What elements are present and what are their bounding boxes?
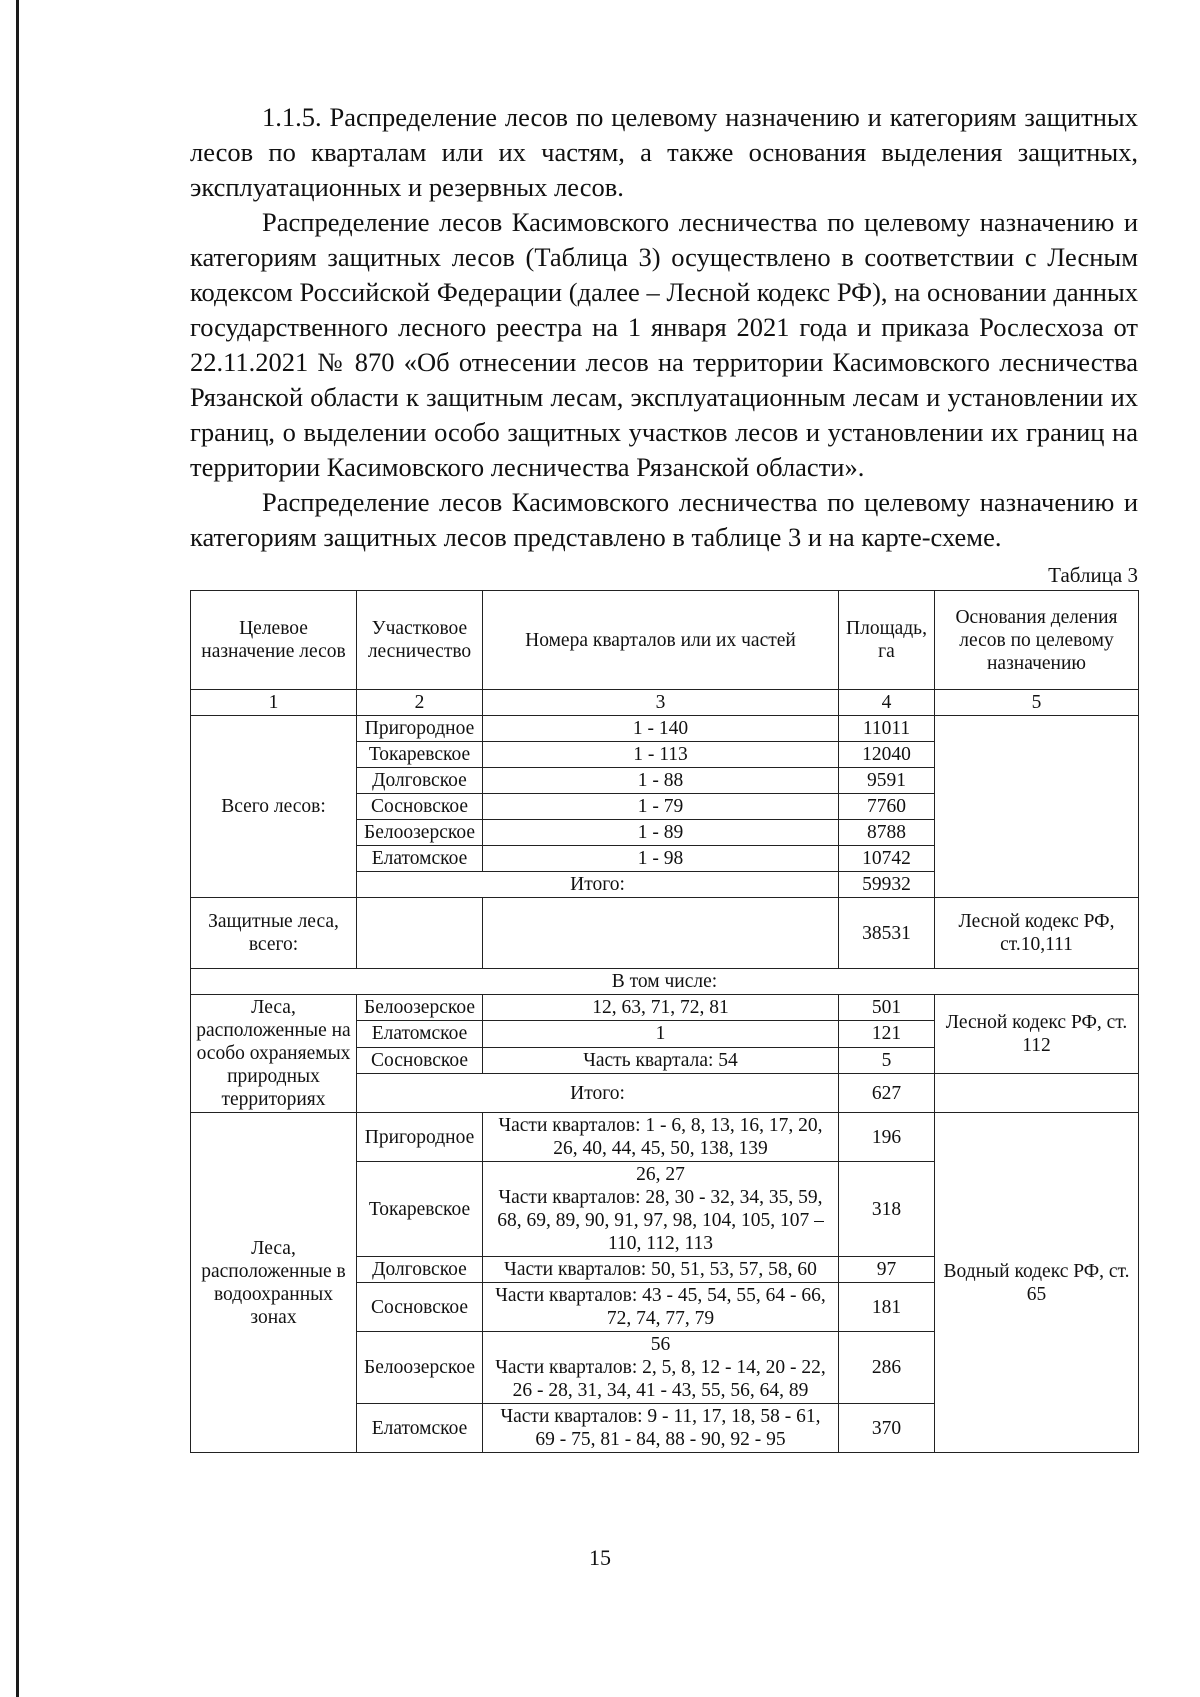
quarters-line: Части кварталов: 1 - 6, 8, 13, 16, 17, 20, — [498, 1115, 823, 1136]
quarters-cell: 1 - 79 — [483, 794, 839, 820]
area-cell: 97 — [839, 1257, 935, 1283]
quarters-line: 110, 112, 113 — [607, 1233, 714, 1254]
area-cell: 9591 — [839, 768, 935, 794]
protective-basis: Лесной кодекс РФ, ст.10,111 — [935, 898, 1139, 969]
quarters-cell — [483, 1162, 839, 1257]
header-basis: Основания деления лесов по целевому назначению — [935, 591, 1139, 690]
quarters-cell: 1 - 113 — [483, 742, 839, 768]
itogo-label: Итого: — [357, 872, 839, 898]
quarters-cell: 12, 63, 71, 72, 81 — [483, 995, 839, 1021]
district-cell: Сосновское — [357, 1283, 483, 1332]
header-area: Площадь, га — [839, 591, 935, 690]
quarters-cell — [483, 1283, 839, 1332]
body-paragraph-2: Распределение лесов Касимовского лесничества по целевому назначению и категориям защитных лесов представлено в таблице 3 и на карте-схеме. — [190, 487, 1138, 552]
district-cell: Токаревское — [357, 742, 483, 768]
quarters-cell — [483, 1257, 839, 1283]
district-cell: Сосновское — [357, 794, 483, 820]
table-header-row — [191, 591, 1139, 690]
col-num: 4 — [839, 690, 935, 716]
oopt-basis: Лесной кодекс РФ, ст. 112 — [935, 995, 1139, 1074]
col-num: 5 — [935, 690, 1139, 716]
area-cell: 286 — [839, 1332, 935, 1404]
quarters-line: Части кварталов: 28, 30 - 32, 34, 35, 59, — [498, 1187, 823, 1208]
water-label: Леса, расположенные в водоохранных зонах — [191, 1113, 357, 1453]
quarters-cell: 1 - 98 — [483, 846, 839, 872]
area-cell: 11011 — [839, 716, 935, 742]
area-cell: 318 — [839, 1162, 935, 1257]
left-margin-rule — [16, 0, 19, 1697]
district-cell: Токаревское — [357, 1162, 483, 1257]
column-number-row — [191, 690, 1139, 716]
table-row — [191, 716, 1139, 742]
area-cell: 7760 — [839, 794, 935, 820]
forest-distribution-table — [190, 590, 1139, 1453]
quarters-cell — [483, 1404, 839, 1453]
district-cell: Пригородное — [357, 1113, 483, 1162]
quarters-line: 26, 40, 44, 45, 50, 138, 139 — [553, 1138, 768, 1159]
area-cell: 181 — [839, 1283, 935, 1332]
header-quarters: Номера кварталов или их частей — [483, 591, 839, 690]
col-num: 3 — [483, 690, 839, 716]
area-cell: 370 — [839, 1404, 935, 1453]
quarters-line: Части кварталов: 2, 5, 8, 12 - 14, 20 - 22, — [495, 1357, 826, 1378]
col-num: 2 — [357, 690, 483, 716]
quarters-cell: 1 - 88 — [483, 768, 839, 794]
empty-cell — [357, 898, 483, 969]
page-number: 15 — [589, 1545, 611, 1570]
area-cell: 12040 — [839, 742, 935, 768]
quarters-line: 72, 74, 77, 79 — [606, 1308, 715, 1329]
water-basis: Водный кодекс РФ, ст. 65 — [935, 1113, 1139, 1453]
quarters-cell: 1 - 89 — [483, 820, 839, 846]
quarters-line: 26 - 28, 31, 34, 41 - 43, 55, 56, 64, 89 — [512, 1380, 809, 1401]
district-cell: Белоозерское — [357, 820, 483, 846]
district-cell: Сосновское — [357, 1047, 483, 1073]
district-cell: Долговское — [357, 768, 483, 794]
empty-cell — [935, 1074, 1139, 1113]
quarters-line: Части кварталов: 43 - 45, 54, 55, 64 - 66, — [495, 1285, 826, 1306]
itogo-area: 59932 — [839, 872, 935, 898]
protective-row — [191, 898, 1139, 969]
area-cell: 5 — [839, 1047, 935, 1073]
page-content — [190, 100, 1138, 1453]
protective-area: 38531 — [839, 898, 935, 969]
in-that-number-row — [191, 969, 1139, 995]
quarters-line: 68, 69, 89, 90, 91, 97, 98, 104, 105, 107 – — [497, 1210, 824, 1231]
area-cell: 501 — [839, 995, 935, 1021]
quarters-cell: 1 - 140 — [483, 716, 839, 742]
quarters-cell: 1 — [483, 1021, 839, 1047]
quarters-line: Части кварталов: 9 - 11, 17, 18, 58 - 61, — [500, 1406, 821, 1427]
itogo-label: Итого: — [357, 1074, 839, 1113]
quarters-cell — [483, 1332, 839, 1404]
district-cell: Пригородное — [357, 716, 483, 742]
empty-cell — [483, 898, 839, 969]
body-paragraph-1: Распределение лесов Касимовского лесничества по целевому назначению и категориям защитных лесов (Таблица 3) осуществлено в соответствии с Лесным кодексом Российской Федерации (далее – Лесной кодекс РФ), на основании данных государственного лесного реестра на 1 января 2021 года и приказа Рослесхоза от 22.11.2021 № 870 «Об отнесении лесов на территории Касимовского лесничества Рязанской области к защитным лесам, эксплуатационным лесам и установлении их границ, о выделении особо защитных участков лесов и установлении их границ на территории Касимовского лесничества Рязанской области». — [190, 207, 1138, 482]
area-cell: 10742 — [839, 846, 935, 872]
header-district: Участковое лесничество — [357, 591, 483, 690]
oopt-label: Леса, расположенные на особо охраняемых природных территориях — [191, 995, 357, 1113]
header-purpose: Целевое назначение лесов — [191, 591, 357, 690]
quarters-line: Части кварталов: 50, 51, 53, 57, 58, 60 — [504, 1259, 817, 1280]
district-cell: Елатомское — [357, 1021, 483, 1047]
itogo-area: 627 — [839, 1074, 935, 1113]
quarters-line: 69 - 75, 81 - 84, 88 - 90, 92 - 95 — [535, 1429, 786, 1450]
district-cell: Долговское — [357, 1257, 483, 1283]
quarters-line: 56 — [650, 1334, 671, 1355]
table-caption: Таблица 3 — [1048, 563, 1138, 587]
area-cell: 8788 — [839, 820, 935, 846]
protective-label: Защитные леса, всего: — [191, 898, 357, 969]
district-cell: Белоозерское — [357, 995, 483, 1021]
basis-cell-empty — [935, 716, 1139, 898]
district-cell: Елатомское — [357, 846, 483, 872]
quarters-line: 26, 27 — [636, 1164, 685, 1185]
area-cell: 196 — [839, 1113, 935, 1162]
quarters-cell — [483, 1113, 839, 1162]
total-forests-label: Всего лесов: — [191, 716, 357, 898]
area-cell: 121 — [839, 1021, 935, 1047]
in-that-number: В том числе: — [191, 969, 1139, 995]
district-cell: Белоозерское — [357, 1332, 483, 1404]
table-row — [191, 1113, 1139, 1162]
col-num: 1 — [191, 690, 357, 716]
section-heading-paragraph: 1.1.5. Распределение лесов по целевому назначению и категориям защитных лесов по кварталам или их частям, а также основания выделения защитных, эксплуатационных и резервных лесов. — [190, 102, 1138, 202]
table-row — [191, 995, 1139, 1021]
quarters-cell: Часть квартала: 54 — [483, 1047, 839, 1073]
district-cell: Елатомское — [357, 1404, 483, 1453]
